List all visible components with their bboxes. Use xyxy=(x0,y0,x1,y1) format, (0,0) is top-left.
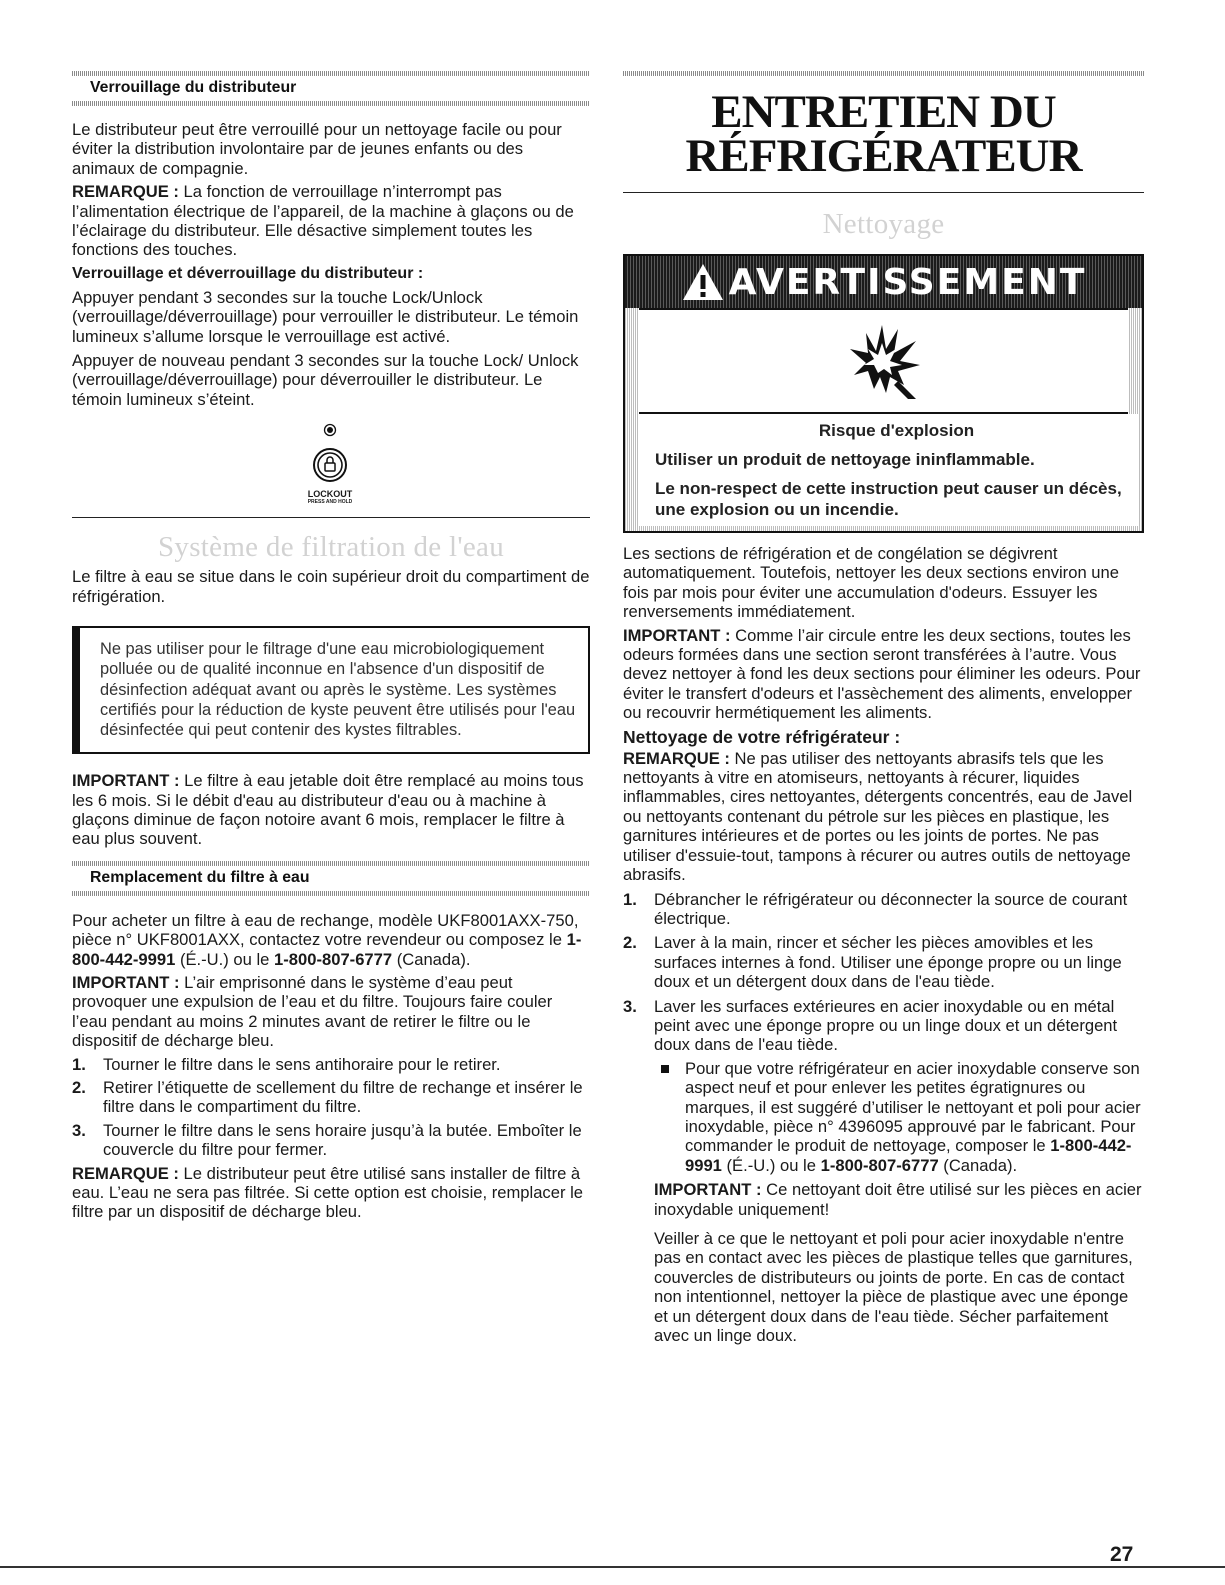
page-bottom-rule xyxy=(0,1566,1225,1568)
section-divider xyxy=(72,517,590,518)
lock-intro: Le distributeur peut être verrouillé pour un nettoyage facile ou pour éviter la distribution involontaire par de jeunes enfants ou des animaux de compagnie. xyxy=(72,120,562,178)
explosion-icon xyxy=(844,319,924,403)
lockout-illustration xyxy=(70,423,590,505)
lock-instructions-1: Appuyer pendant 3 secondes sur la touche Lock/Unlock (verrouillage/déverrouillage) pour verrouiller le distributeur. Le témoin lumineux s’allume lorsque le verrouillage est activé. xyxy=(72,287,579,346)
warning-triangle-icon xyxy=(681,262,725,302)
bullet-square-icon xyxy=(661,1065,669,1073)
replace-remark: REMARQUE : Le distributeur peut être utilisé sans installer de filtre à eau. L’eau ne sera pas filtrée. Si cette option est choisie, remplacer le filtre par un dispositif de décharge bleu. xyxy=(72,1163,584,1222)
page-title: ENTRETIEN DU RÉFRIGÉRATEUR xyxy=(685,86,1082,182)
cleaning-remark: REMARQUE : Ne pas utiliser des nettoyants abrasifs tels que les nettoyants à vitre en atomiseurs, nettoyants à récurer, liquides inflammables, cires nettoyantes, détergents concentrés, eau de Javel ou nettoyants contenant du pétrole sur les pièces en plastique, les garnitures intérieures et de portes ou les joints de portes. Ne pas utiliser d'essuie-tout, tampons à récurer ou autres outils de nettoyage abrasifs. xyxy=(623,748,1133,885)
list-item: 2. Retirer l’étiquette de scellement du filtre de rechange et insérer le filtre dans le compartiment du filtre. xyxy=(72,1077,583,1117)
lock-subheading: Verrouillage et déverrouillage du distributeur : xyxy=(72,264,424,282)
lock-instructions-2: Appuyer de nouveau pendant 3 secondes sur la touche Lock/ Unlock (verrouillage/déverrouillage) pour déverrouiller le distributeur. Le témoin lumineux s’éteint. xyxy=(72,351,579,409)
list-item: 1. Tourner le filtre dans le sens antihoraire pour le retirer. xyxy=(72,1054,501,1074)
filter-location: Le filtre à eau se situe dans le coin supérieur droit du compartiment de réfrigération. xyxy=(72,567,590,606)
warning-header xyxy=(625,256,1142,308)
replace-steps xyxy=(72,1055,590,1160)
filter-important: IMPORTANT : Le filtre à eau jetable doit être remplacé au moins tous les 6 mois. Si le débit d'eau au distributeur d'eau ou à machine à glaçons diminue de façon notoire avant 6 mois, remplacer le filtre à eau plus souvent. xyxy=(72,771,584,849)
phone-canada: 1-800-807-6777 xyxy=(820,1155,939,1175)
heading-rule-bottom xyxy=(72,891,590,896)
warning-word: AVERTISSEMENT xyxy=(728,261,1087,303)
lock-remark: REMARQUE : La fonction de verrouillage n’interrompt pas l’alimentation électrique de l’appareil, de la machine à glaçons ou de l’éclairage du distributeur. Elle désactive simplement toutes les fonctions des touches. xyxy=(72,182,574,260)
warning-line-1: Utiliser un produit de nettoyage ininflammable. xyxy=(655,450,1035,469)
lock-heading: Verrouillage du distributeur xyxy=(90,79,297,96)
warning-box xyxy=(623,254,1144,533)
cleaning-important: IMPORTANT : Comme l’air circule entre les deux sections, toutes les odeurs formées dans une section seront transférées à l’autre. Vous devez nettoyer à fond les deux sections pour éliminer les odeurs. Pour éviter le transfert d'odeurs et l'assèchement des aliments, envelopper ou recouvrir hermétiquement les aliments. xyxy=(623,625,1141,723)
list-item: 3. Laver les surfaces extérieures en acier inoxydable ou en métal peint avec une éponge propre ou un linge doux et un détergent doux dans de l'eau tiède. xyxy=(623,996,1118,1055)
warning-text-panel xyxy=(639,414,1138,526)
lockout-label: LOCKOUT xyxy=(307,489,353,500)
phone-canada: 1-800-807-6777 xyxy=(274,949,393,969)
list-item: 1. Débrancher le réfrigérateur ou déconnecter la source de courant électrique. xyxy=(623,889,1128,928)
lock-indicator-icon xyxy=(323,423,337,437)
cleaning-section-title: Nettoyage xyxy=(822,208,945,240)
right-column xyxy=(623,0,1144,1345)
list-item: 2. Laver à la main, rincer et sécher les pièces amovibles et les surfaces internes à fond. Utiliser une éponge propre ou un linge doux et un détergent doux dans de l'eau tiède. xyxy=(623,933,1122,992)
warning-pictogram xyxy=(639,308,1128,414)
cleaning-steps xyxy=(623,890,1144,1055)
warning-risk: Risque d'explosion xyxy=(818,421,975,440)
title-underline xyxy=(623,192,1144,193)
stainless-important: IMPORTANT : Ce nettoyant doit être utilisé sur les pièces en acier inoxydable uniquement! xyxy=(654,1180,1142,1219)
lockout-sublabel: PRESS AND HOLD xyxy=(307,499,353,506)
list-item: Pour que votre réfrigérateur en acier inoxydable conserve son aspect neuf et pour enlever les petites égratignures ou marques, il est suggéré d’utiliser le nettoyant et poli pour acier inoxydable, pièce n° 4396095 approuvé par le fabricant. Pour commander le produit de nettoyage, composer le 1-800-442-9991 (É.-U.) ou le 1-800-807-6777 (Canada). xyxy=(654,1059,1144,1175)
cleaning-subheading: Nettoyage de votre réfrigérateur : xyxy=(623,726,901,747)
phone-us: 1-800-442-9991 xyxy=(72,930,582,969)
heading-rule-bottom xyxy=(72,101,590,106)
title-rule xyxy=(623,71,1144,76)
warning-body xyxy=(625,308,1142,531)
replace-heading: Remplacement du filtre à eau xyxy=(90,868,310,886)
left-column xyxy=(72,0,590,1222)
list-item: 3. Tourner le filtre dans le sens horaire jusqu’à la butée. Emboîter le couvercle du filtre pour fermer. xyxy=(72,1120,582,1160)
stainless-caution: Veiller à ce que le nettoyant et poli pour acier inoxydable n'entre pas en contact avec les pièces de plastique telles que garnitures, couvercles de distributeurs ou joints de porte. En cas de contact non intentionnel, nettoyer la pièce de plastique avec une éponge et un détergent doux dans de l'eau tiède. Sécher parfaitement avec un linge doux. xyxy=(654,1229,1133,1346)
replace-order-info: Pour acheter un filtre à eau de rechange, modèle UKF8001AXX-750, pièce n° UKF8001AXX, contactez votre revendeur ou composez le 1-800-442-9991 (É.-U.) ou le 1-800-807-6777 (Canada). xyxy=(72,910,582,969)
lock-button-icon xyxy=(312,447,348,483)
stainless-subsection xyxy=(623,1059,1144,1346)
page-number: 27 xyxy=(1110,1543,1134,1566)
warning-line-2: Le non-respect de cette instruction peut causer un décès, une explosion ou un incendie. xyxy=(655,479,1122,519)
filter-notice-box xyxy=(72,626,590,754)
replace-important: IMPORTANT : L’air emprisonné dans le système d’eau peut provoquer une expulsion de l’eau et du filtre. Toujours faire couler l’eau pendant au moins 2 minutes avant de retirer le filtre ou le dispositif de décharge bleu. xyxy=(72,972,553,1051)
filter-notice-text: Ne pas utiliser pour le filtrage d'une eau microbiologiquement polluée ou de qualité inconnue en l'absence d'un dispositif de désinfection adéquat avant ou après le système. Les systèmes certifiés pour la réduction de kyste peuvent être utilisés pour l'eau désinfectée qui peut contenir des kystes filtrables. xyxy=(100,640,576,739)
filter-section-title: Système de filtration de l'eau xyxy=(157,531,504,564)
phone-us: 1-800-442-9991 xyxy=(685,1136,1132,1175)
cleaning-intro: Les sections de réfrigération et de congélation se dégivrent automatiquement. Toutefois, nettoyer les deux sections environ une fois par mois pour éviter une accumulation d'odeurs. Essuyer les renversements immédiatement. xyxy=(623,544,1119,622)
